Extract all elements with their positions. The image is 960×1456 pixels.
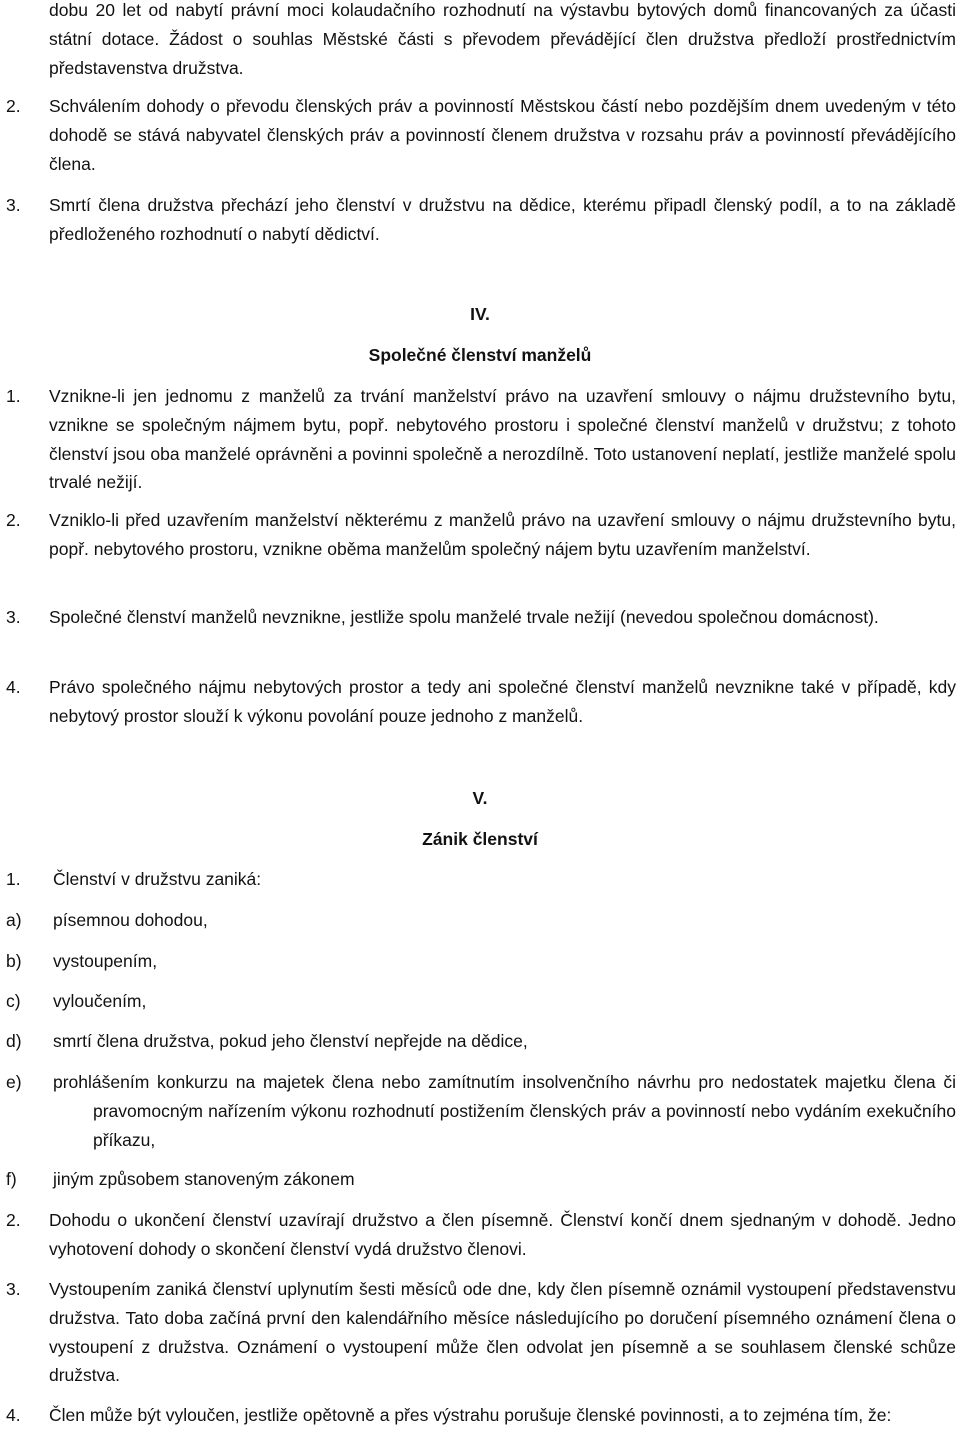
list-item	[6, 1068, 956, 1154]
section-iv-title: Společné členství manželů	[368, 345, 592, 365]
item-number: 1.	[6, 386, 21, 406]
paragraph-transfer-approval: Schválením dohody o převodu členských práv a povinností Městskou částí nebo pozdějším dnem uvedeným v této dohodě se stává nabyvatel členských práv a povinností členem družstva v rozsahu práv a povinností převádějícího člena.	[49, 96, 956, 174]
paragraph-expulsion: Člen může být vyloučen, jestliže opětovně a přes výstrahu porušuje členské povinnosti, a to zejména tím, že:	[49, 1405, 892, 1425]
list-item	[6, 1027, 956, 1056]
item-number: 2.	[6, 96, 21, 116]
list-item-text: jiným způsobem stanoveným zákonem	[53, 1169, 355, 1189]
list-item-label: c)	[6, 991, 21, 1011]
paragraph-non-residential: Právo společného nájmu nebytových prostor a tedy ani společné členství manželů nevznikne také v případě, kdy nebytový prostor slouží k výkonu povolání pouze jednoho z manželů.	[49, 677, 956, 726]
item-number: 3.	[6, 195, 21, 215]
item-number: 4.	[6, 677, 21, 697]
item-number: 2.	[6, 1210, 21, 1230]
list-item-text: smrtí člena družstva, pokud jeho členství nepřejde na dědice,	[53, 1031, 528, 1051]
list-item	[6, 947, 956, 976]
list-item-label: d)	[6, 1031, 22, 1051]
section-iv-numeral: IV.	[470, 304, 490, 324]
item-number: 1.	[6, 869, 21, 889]
list-item	[6, 906, 956, 935]
item-number: 3.	[6, 1279, 21, 1299]
paragraph-no-joint-household: Společné členství manželů nevznikne, jestliže spolu manželé trvale nežijí (nevedou společnou domácnost).	[49, 607, 879, 627]
paragraph-joint-membership-arises: Vznikne-li jen jednomu z manželů za trvání manželství právo na uzavření smlouvy o nájmu družstevního bytu, vznikne se společným nájmem bytu, popř. nebytového prostoru i společné členství manželů v družstvu; z tohoto členství jsou oba manželé oprávněni a povinni společně a nerozdílně. Toto ustanovení neplatí, jestliže manželé spolu trvalé nežijí.	[49, 386, 956, 493]
paragraph-termination-agreement: Dohodu o ukončení členství uzavírají družstvo a člen písemně. Členství končí dnem sjednaným v dohodě. Jedno vyhotovení dohody o skončení členství vydá družstvo členovi.	[49, 1210, 956, 1259]
list-item-text: vyloučením,	[53, 991, 147, 1011]
item-number: 4.	[6, 1405, 21, 1425]
list-item-text: písemnou dohodou,	[53, 910, 208, 930]
paragraph-before-marriage: Vzniklo-li před uzavřením manželství některému z manželů právo na uzavření smlouvy o nájmu družstevního bytu, popř. nebytového prostoru, vznikne oběma manželům společný nájem bytu uzavřením manželství.	[49, 510, 956, 559]
list-item-label: a)	[6, 910, 22, 930]
section-v-title: Zánik členství	[422, 829, 538, 849]
section-v-numeral: V.	[472, 788, 488, 808]
intro-paragraph: dobu 20 let od nabytí právní moci kolaudačního rozhodnutí na výstavbu bytových domů financovaných za účasti státní dotace. Žádost o souhlas Městské části s převodem převádějící člen družstva předloží prostřednictvím představenstva družstva.	[49, 0, 956, 78]
list-item-label: f)	[6, 1169, 17, 1189]
list-item	[6, 1165, 956, 1194]
paragraph-death-of-member: Smrtí člena družstva přechází jeho členství v družstvu na dědice, kterému připadl členský podíl, a to na základě předloženého rozhodnutí o nabytí dědictví.	[49, 195, 956, 244]
item-number: 3.	[6, 607, 21, 627]
list-item-label: b)	[6, 951, 22, 971]
membership-ends-intro: Členství v družstvu zaniká:	[53, 869, 262, 889]
list-item-text: prohlášením konkurzu na majetek člena nebo zamítnutím insolvenčního návrhu pro nedostatek majetku člena či pravomocným nařízením výkonu rozhodnutí postižením členských práv a povinností nebo vydáním exekučního příkazu,	[53, 1072, 956, 1150]
list-item	[6, 987, 956, 1016]
paragraph-withdrawal: Vystoupením zaniká členství uplynutím šesti měsíců ode dne, kdy člen písemně oznámil vystoupení představenstvu družstva. Tato doba začíná první den kalendářního měsíce následujícího po doručení písemného oznámení člena o vystoupení z družstva. Oznámení o vystoupení může člen odvolat jen písemně a se souhlasem členské schůze družstva.	[49, 1279, 956, 1386]
list-item-label: e)	[6, 1072, 22, 1092]
item-number: 2.	[6, 510, 21, 530]
list-item-text: vystoupením,	[53, 951, 158, 971]
